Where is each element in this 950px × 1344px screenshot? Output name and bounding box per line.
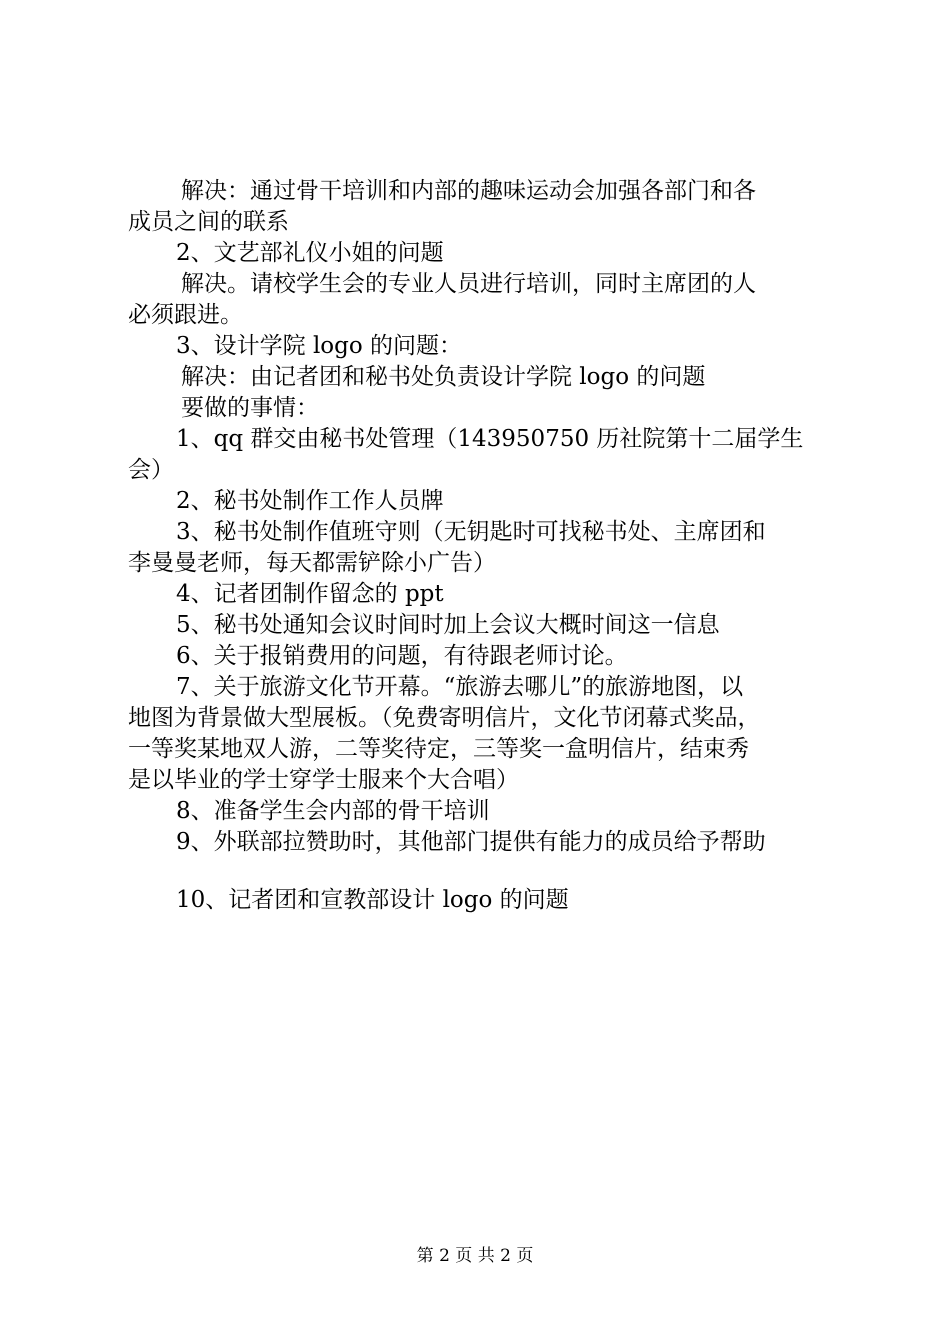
paragraph-line: 必须跟进。 <box>128 302 243 328</box>
list-item: 7、关于旅游文化节开幕。“旅游去哪儿”的旅游地图，以 <box>176 674 744 700</box>
list-item: 6、关于报销费用的问题，有待跟老师讨论。 <box>176 643 628 669</box>
list-item-continuation: 地图为背景做大型展板。（免费寄明信片，文化节闭幕式奖品， <box>128 705 761 731</box>
list-item-continuation: 是以毕业的学士穿学士服来个大合唱） <box>128 767 519 793</box>
list-item-continuation: 一等奖某地双人游，二等奖待定，三等奖一盒明信片，结束秀 <box>128 736 749 762</box>
paragraph-line: 解决：通过骨干培训和内部的趣味运动会加强各部门和各 <box>181 178 756 204</box>
page-footer: 第 2 页 共 2 页 <box>416 1246 534 1266</box>
list-item: 3、秘书处制作值班守则（无钥匙时可找秘书处、主席团和 <box>176 519 766 545</box>
paragraph-line: 3、设计学院 logo 的问题： <box>176 333 463 359</box>
paragraph-line: 要做的事情： <box>181 395 319 421</box>
list-item: 8、准备学生会内部的骨干培训 <box>176 798 490 824</box>
list-item: 2、秘书处制作工作人员牌 <box>176 488 444 514</box>
paragraph-line: 成员之间的联系 <box>128 209 289 235</box>
blank-line <box>128 858 832 885</box>
list-item-continuation: 李曼曼老师，每天都需铲除小广告） <box>128 550 496 576</box>
list-item: 4、记者团制作留念的 ppt <box>176 581 444 607</box>
list-item-continuation: 会） <box>128 457 174 483</box>
paragraph-line: 2、文艺部礼仪小姐的问题 <box>176 240 444 266</box>
paragraph-line: 解决。请校学生会的专业人员进行培训，同时主席团的人 <box>181 271 756 297</box>
paragraph-line: 解决：由记者团和秘书处负责设计学院 logo 的问题 <box>181 364 706 390</box>
list-item: 5、秘书处通知会议时间时加上会议大概时间这一信息 <box>176 612 720 638</box>
list-item: 1、qq 群交由秘书处管理（143950750 历社院第十二届学生 <box>176 426 804 452</box>
list-item: 9、外联部拉赞助时，其他部门提供有能力的成员给予帮助 <box>176 829 766 855</box>
list-item: 10、记者团和宣教部设计 logo 的问题 <box>176 887 569 913</box>
document-body <box>128 176 832 916</box>
